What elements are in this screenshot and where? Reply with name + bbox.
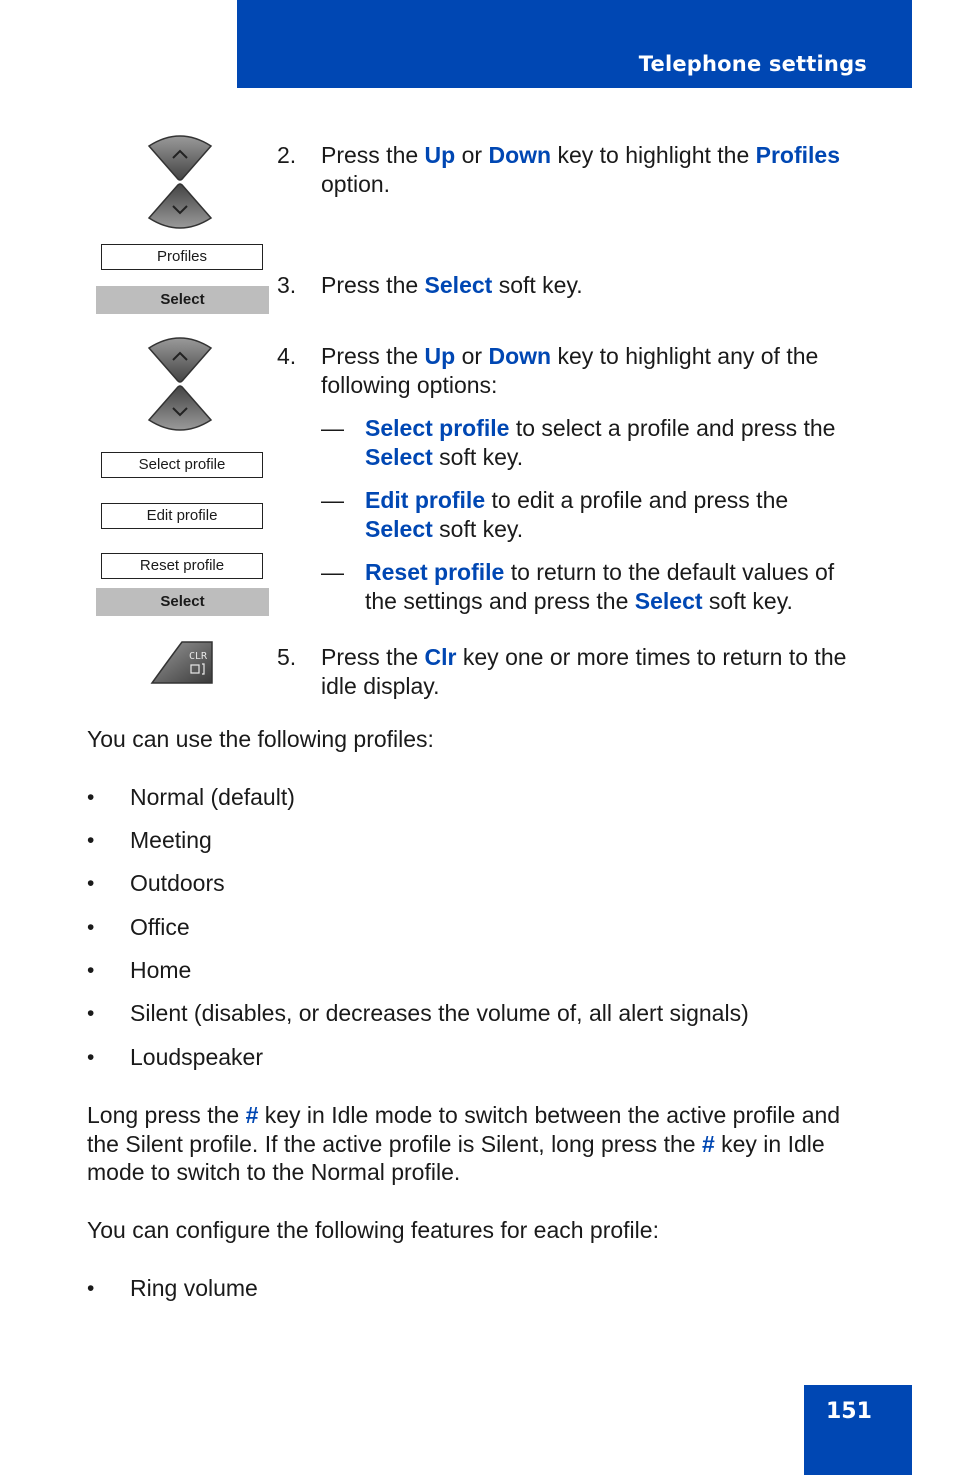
sub-3-line-1 [365, 558, 834, 587]
dash: — [321, 415, 344, 441]
clr-key-ref: Clr [424, 644, 457, 670]
step-2-line-2: option. [321, 171, 391, 197]
up-down-nav-key-icon [145, 334, 215, 434]
select-softkey[interactable]: Select [96, 286, 269, 314]
hash-para-line-1 [87, 1101, 840, 1130]
text: to select a profile and press the [509, 415, 836, 441]
text: Press the [321, 644, 425, 670]
bullet: • [87, 1046, 95, 1069]
select-profile-ref: Select profile [365, 415, 510, 441]
profiles-intro: You can use the following profiles: [87, 726, 434, 752]
up-down-nav-key-icon [145, 132, 215, 232]
text: key in Idle mode to switch between the active profile and [258, 1102, 841, 1128]
hash-key-ref: # [701, 1131, 715, 1157]
text: soft key. [432, 444, 524, 470]
text: key to highlight the [551, 142, 756, 168]
select-key-ref: Select [365, 516, 433, 542]
page-number: 151 [826, 1399, 872, 1424]
edit-profile-ref: Edit profile [365, 487, 486, 513]
screen-edit-profile: Edit profile [101, 503, 263, 529]
text: key to highlight any of the [551, 343, 819, 369]
up-key-ref: Up [424, 142, 456, 168]
text: soft key. [702, 588, 793, 614]
step-4-line-2: following options: [321, 372, 498, 398]
text: soft key. [432, 516, 524, 542]
select-key-ref: Select [365, 444, 433, 470]
select-softkey[interactable]: Select [96, 588, 269, 616]
profile-item: Meeting [130, 827, 212, 853]
profile-item: Silent (disables, or decreases the volume of, all alert signals) [130, 1000, 749, 1026]
step-number: 4. [277, 343, 297, 369]
select-key-ref: Select [634, 588, 703, 614]
dash: — [321, 559, 344, 585]
step-number: 2. [277, 142, 297, 168]
screen-reset-profile: Reset profile [101, 553, 263, 579]
profile-item: Loudspeaker [130, 1044, 263, 1070]
text: Long press the [87, 1102, 246, 1128]
page-number-box [804, 1385, 912, 1475]
profile-item: Office [130, 914, 190, 940]
text: the settings and press the [365, 588, 635, 614]
profile-item: Home [130, 957, 192, 983]
screen-profiles: Profiles [101, 244, 263, 270]
configure-intro: You can configure the following features for each profile: [87, 1217, 659, 1243]
profiles-option-ref: Profiles [755, 142, 841, 168]
step-4-line-1 [321, 342, 818, 371]
select-key-ref: Select [424, 272, 493, 298]
step-number: 5. [277, 644, 297, 670]
text: Press the [321, 343, 425, 369]
feature-item: Ring volume [130, 1275, 258, 1301]
bullet: • [87, 872, 95, 895]
text: or [455, 142, 489, 168]
dash: — [321, 487, 344, 513]
step-2-line-1 [321, 141, 840, 170]
step-3-line-1 [321, 271, 583, 300]
down-key-ref: Down [488, 343, 552, 369]
bullet: • [87, 959, 95, 982]
up-key-ref: Up [424, 343, 456, 369]
profile-item: Normal (default) [130, 784, 295, 810]
step-5-line-2: idle display. [321, 673, 440, 699]
sub-3-line-2 [365, 587, 793, 616]
step-5-line-1 [321, 643, 846, 672]
text: to return to the default values of [504, 559, 835, 585]
bullet: • [87, 916, 95, 939]
hash-para-line-3: mode to switch to the Normal profile. [87, 1159, 461, 1185]
text: key in Idle [714, 1131, 825, 1157]
text: Press the [321, 272, 425, 298]
sub-1-line-1 [365, 414, 835, 443]
bullet: • [87, 1002, 95, 1025]
hash-key-ref: # [245, 1102, 259, 1128]
hash-para-line-2 [87, 1130, 825, 1159]
text: soft key. [492, 272, 583, 298]
bullet: • [87, 786, 95, 809]
sub-1-line-2 [365, 443, 523, 472]
clr-key-icon [150, 640, 216, 686]
profile-item: Outdoors [130, 870, 225, 896]
step-number: 3. [277, 272, 297, 298]
text: key one or more times to return to the [456, 644, 847, 670]
sub-2-line-1 [365, 486, 788, 515]
section-title: Telephone settings [638, 52, 867, 76]
screen-select-profile: Select profile [101, 452, 263, 478]
text: the Silent profile. If the active profile is Silent, long press the [87, 1131, 702, 1157]
text: Press the [321, 142, 425, 168]
bullet: • [87, 829, 95, 852]
header-band [237, 0, 912, 88]
clr-key-label: CLR [188, 651, 208, 662]
sub-2-line-2 [365, 515, 523, 544]
down-key-ref: Down [488, 142, 552, 168]
reset-profile-ref: Reset profile [365, 559, 505, 585]
text: to edit a profile and press the [485, 487, 789, 513]
text: or [455, 343, 489, 369]
bullet: • [87, 1277, 95, 1300]
